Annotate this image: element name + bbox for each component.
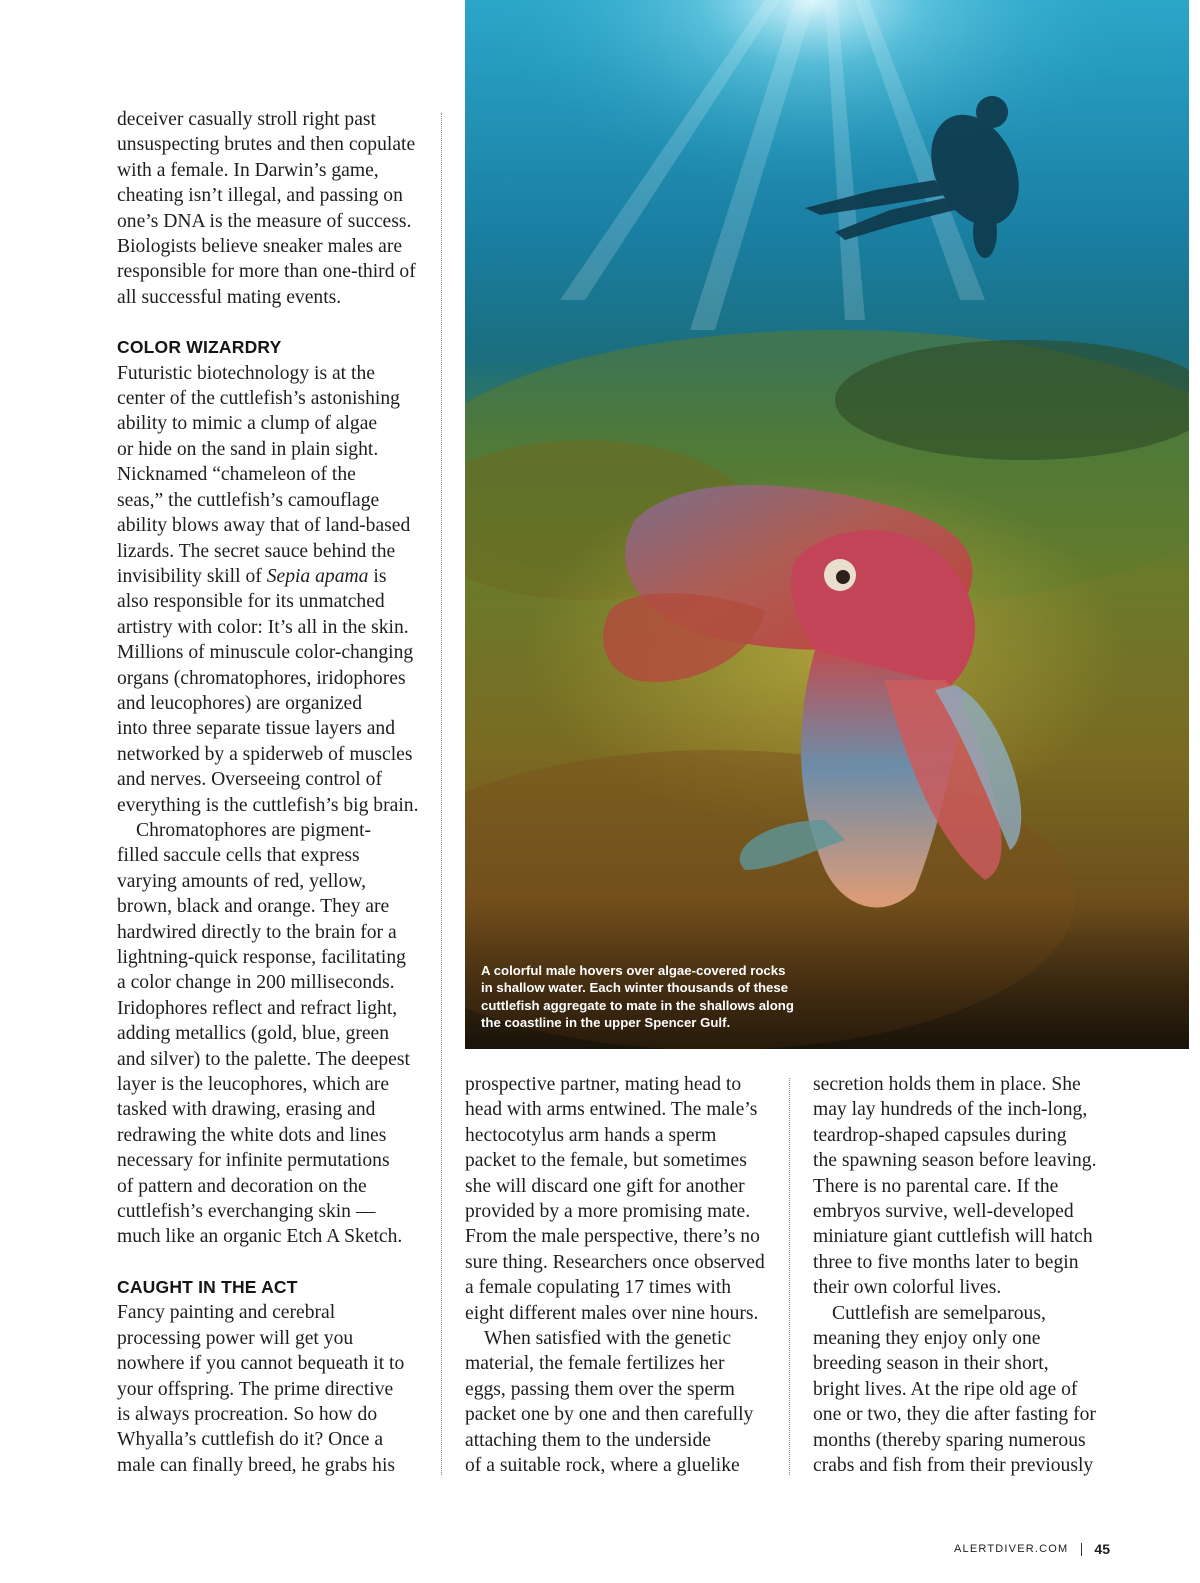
- paragraph: Cuttlefish are semelparous, meaning they enjoy only one breeding season in their short, bright lives. At the ripe old age of one or two, they die after fasting for months (thereby sparing numerous crabs and fish from their previously: [813, 1302, 1096, 1477]
- paragraph: secretion holds them in place. She may lay hundreds of the inch-long, teardrop-shaped capsules during the spawning season before leaving. There is no parental care. If the embryos survive, well-developed miniature giant cuttlefish will hatch three to five months later to begin their own colorful lives.: [813, 1074, 1097, 1299]
- article-column-3: [813, 1072, 1118, 1479]
- paragraph: prospective partner, mating head to head with arms entwined. The male’s hectocotylus arm hands a sperm packet to the female, but sometimes she will discard one gift for another provided by a more promising mate. From the male perspective, there’s no sure thing. Researchers once observed a female copulating 17 times with eight different males over nine hours.: [465, 1074, 765, 1324]
- page-number: 45: [1094, 1541, 1110, 1557]
- site-name: ALERTDIVER.COM: [954, 1543, 1069, 1555]
- column-divider: [789, 1078, 790, 1475]
- paragraph: Futuristic biotechnology is at the center of the cuttlefish’s astonishing ability to mimic a clump of algae or hide on the sand in plain sight. Nicknamed “chameleon of the seas,” the cuttlefish’s camouflage ability blows away that of land-based lizards. The secret sauce behind the invisibility skill of Sepia apama is also responsible for its unmatched artistry with color: It’s all in the skin. Millions of minuscule color-changing organs (chromatophores, iridophores and leucophores) are organized into three separate tissue layers and networked by a spiderweb of muscles and nerves. Overseeing control of everything is the cuttlefish’s big brain.: [117, 362, 419, 816]
- paragraph: When satisfied with the genetic material, the female fertilizes her eggs, passing them over the sperm packet one by one and then carefully attaching them to the underside of a suitable rock, where a gluelike: [465, 1328, 754, 1477]
- section-heading-caught-in-the-act: CAUGHT IN THE ACT: [117, 1276, 298, 1297]
- article-column-2: [465, 1072, 770, 1479]
- paragraph: Chromatophores are pigment- filled saccule cells that express varying amounts of red, yellow, brown, black and orange. They are hardwired directly to the brain for a lightning-quick response, facilitating a color change in 200 milliseconds. Iridophores reflect and refract light, adding metallics (gold, blue, green and silver) to the palette. The deepest layer is the leucophores, which are tasked with drawing, erasing and redrawing the white dots and lines necessary for infinite permutations of pattern and decoration on the cuttlefish’s everchanging skin — much like an organic Etch A Sketch.: [117, 819, 410, 1248]
- footer-separator: [1081, 1543, 1082, 1556]
- article-column-1: [117, 107, 417, 1478]
- photo-caption: A colorful male hovers over algae-covered rocks in shallow water. Each winter thousands of these cuttlefish aggregate to mate in the shallows along the coastline in the upper Spencer Gulf.: [481, 963, 794, 1030]
- paragraph: Fancy painting and cerebral processing power will get you nowhere if you cannot bequeath it to your offspring. The prime directive is always procreation. So how do Whyalla’s cuttlefish do it? Once a male can finally breed, he grabs his: [117, 1302, 405, 1476]
- cuttlefish-photo: [465, 0, 1189, 1049]
- underwater-scene-image: [465, 0, 1189, 1049]
- column-divider: [441, 113, 442, 1475]
- page-footer: [954, 1541, 1110, 1557]
- paragraph: deceiver casually stroll right past unsuspecting brutes and then copulate with a female. In Darwin’s game, cheating isn’t illegal, and passing on one’s DNA is the measure of success. Biologists believe sneaker males are responsible for more than one-third of all successful mating events.: [117, 109, 416, 308]
- species-name: Sepia apama: [266, 565, 369, 587]
- species-name-line: invisibility skill of Sepia apama is: [117, 565, 387, 587]
- section-heading-color-wizardry: COLOR WIZARDRY: [117, 337, 282, 358]
